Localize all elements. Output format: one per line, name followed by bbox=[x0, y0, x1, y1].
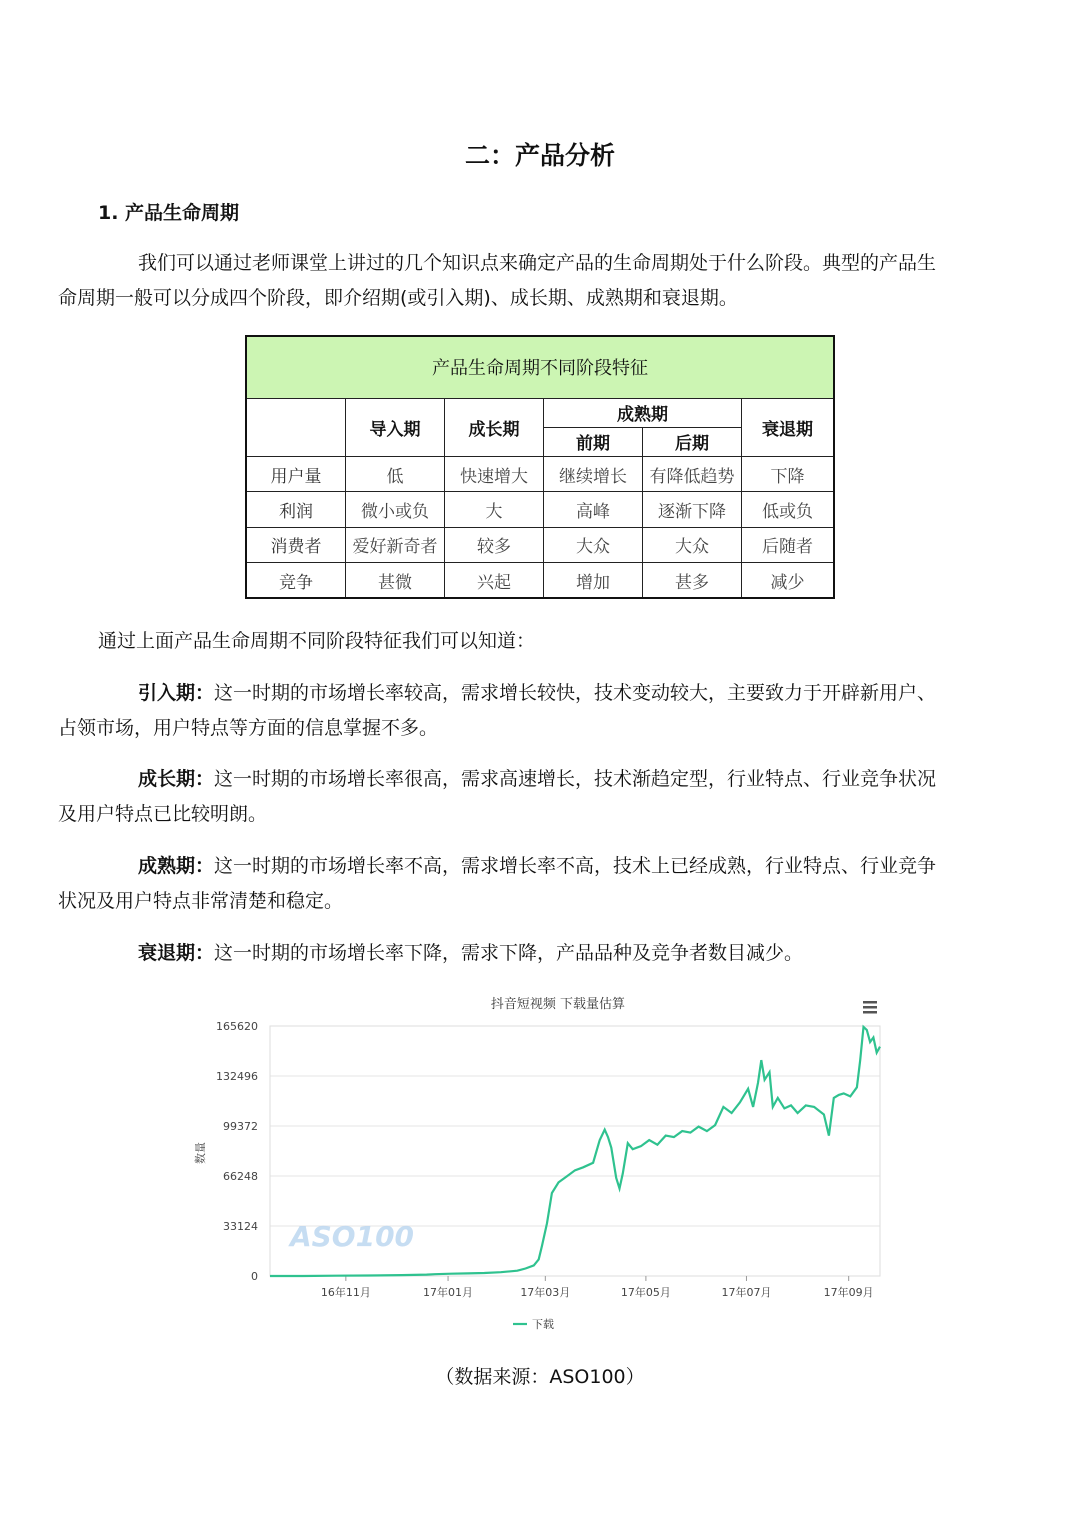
page-title: 二：产品分析 bbox=[464, 141, 615, 170]
download-chart-svg bbox=[190, 988, 890, 1338]
stage-text: 状况及用户特点非常清楚和稳定。 bbox=[58, 890, 344, 912]
table-row bbox=[246, 457, 834, 492]
x-tick-label: 16年11月 bbox=[320, 1286, 371, 1299]
x-tick-label: 17年05月 bbox=[620, 1286, 671, 1299]
row-label: 消费者 bbox=[246, 527, 346, 562]
table-cell: 继续增长 bbox=[544, 457, 643, 492]
table-row bbox=[246, 527, 834, 562]
x-tick-label: 17年03月 bbox=[520, 1286, 571, 1299]
table-cell: 高峰 bbox=[544, 492, 643, 527]
y-tick-label: 0 bbox=[251, 1270, 258, 1283]
stage-name: 成熟期： bbox=[138, 855, 215, 877]
table-cell: 逐渐下降 bbox=[643, 492, 742, 527]
table-cell: 甚多 bbox=[643, 563, 742, 598]
row-label: 用户量 bbox=[246, 457, 346, 492]
lifecycle-table bbox=[245, 335, 835, 599]
lead-in-text: 通过上面产品生命周期不同阶段特征我们可以知道： bbox=[98, 630, 536, 652]
x-tick-label: 17年07月 bbox=[721, 1286, 772, 1299]
table-cell: 后随者 bbox=[742, 527, 835, 562]
table-cell: 较多 bbox=[445, 527, 544, 562]
table-cell: 兴起 bbox=[445, 563, 544, 598]
table-cell: 增加 bbox=[544, 563, 643, 598]
table-cell: 有降低趋势 bbox=[643, 457, 742, 492]
header-mature-early: 前期 bbox=[544, 427, 643, 456]
menu-icon[interactable] bbox=[863, 1001, 877, 1014]
stage-paragraph-decline bbox=[98, 936, 982, 971]
y-tick-label: 132496 bbox=[216, 1070, 258, 1083]
header-intro: 导入期 bbox=[346, 398, 445, 457]
table-cell: 微小或负 bbox=[346, 492, 445, 527]
y-tick-label: 66248 bbox=[223, 1170, 258, 1183]
stage-name: 成长期： bbox=[138, 768, 215, 790]
row-label: 竞争 bbox=[246, 563, 346, 598]
table-cell: 快速增大 bbox=[445, 457, 544, 492]
table-corner-cell bbox=[246, 398, 346, 457]
table-cell: 低 bbox=[346, 457, 445, 492]
stage-paragraph-mature bbox=[58, 849, 982, 919]
table-cell: 低或负 bbox=[742, 492, 835, 527]
watermark-logo: ASO100 bbox=[289, 1220, 415, 1253]
intro-line-1: 我们可以通过老师课堂上讲过的几个知识点来确定产品的生命周期处于什么阶段。典型的产品生 bbox=[138, 252, 937, 274]
intro-line-2: 命周期一般可以分成四个阶段，即介绍期(或引入期)、成长期、成熟期和衰退期。 bbox=[58, 287, 738, 309]
intro-paragraph bbox=[58, 246, 982, 316]
y-tick-label: 33124 bbox=[223, 1220, 258, 1233]
table-cell: 大 bbox=[445, 492, 544, 527]
header-mature: 成熟期 bbox=[544, 398, 742, 427]
y-tick-label: 165620 bbox=[216, 1020, 258, 1033]
table-cell: 减少 bbox=[742, 563, 835, 598]
x-tick-label: 17年01月 bbox=[423, 1286, 474, 1299]
download-chart bbox=[190, 988, 890, 1338]
stage-paragraph-growth bbox=[58, 762, 982, 832]
table-cell: 下降 bbox=[742, 457, 835, 492]
legend[interactable] bbox=[513, 1317, 554, 1331]
stage-text: 这一时期的市场增长率很高，需求高速增长，技术渐趋定型，行业特点、行业竞争状况 bbox=[214, 768, 937, 790]
table-cell: 大众 bbox=[544, 527, 643, 562]
table-cell: 甚微 bbox=[346, 563, 445, 598]
table-cell: 爱好新奇者 bbox=[346, 527, 445, 562]
stage-text: 这一时期的市场增长率较高，需求增长较快，技术变动较大，主要致力于开辟新用户、 bbox=[214, 682, 937, 704]
y-axis-label: 数量 bbox=[194, 1142, 207, 1164]
header-mature-late: 后期 bbox=[643, 427, 742, 456]
section-heading: 1. 产品生命周期 bbox=[98, 202, 240, 224]
data-source-caption: （数据来源：ASO100） bbox=[435, 1366, 645, 1388]
stage-name: 衰退期： bbox=[138, 942, 215, 964]
stage-text: 这一时期的市场增长率不高，需求增长率不高，技术上已经成熟，行业特点、行业竞争 bbox=[214, 855, 937, 877]
row-label: 利润 bbox=[246, 492, 346, 527]
table-cell: 大众 bbox=[643, 527, 742, 562]
header-decline: 衰退期 bbox=[742, 398, 835, 457]
chart-title: 抖音短视频 下载量估算 bbox=[490, 997, 626, 1012]
table-caption: 产品生命周期不同阶段特征 bbox=[246, 336, 834, 398]
stage-name: 引入期： bbox=[138, 682, 215, 704]
header-growth: 成长期 bbox=[445, 398, 544, 457]
stage-text: 这一时期的市场增长率下降，需求下降，产品品种及竞争者数目减少。 bbox=[214, 942, 804, 964]
legend-label: 下载 bbox=[532, 1318, 554, 1331]
y-tick-label: 99372 bbox=[223, 1120, 258, 1133]
table-row bbox=[246, 492, 834, 527]
stage-text: 及用户特点已比较明朗。 bbox=[58, 803, 268, 825]
x-tick-label: 17年09月 bbox=[823, 1286, 874, 1299]
stage-text: 占领市场，用户特点等方面的信息掌握不多。 bbox=[58, 717, 439, 739]
stage-paragraph-intro bbox=[58, 676, 982, 746]
table-row bbox=[246, 563, 834, 598]
